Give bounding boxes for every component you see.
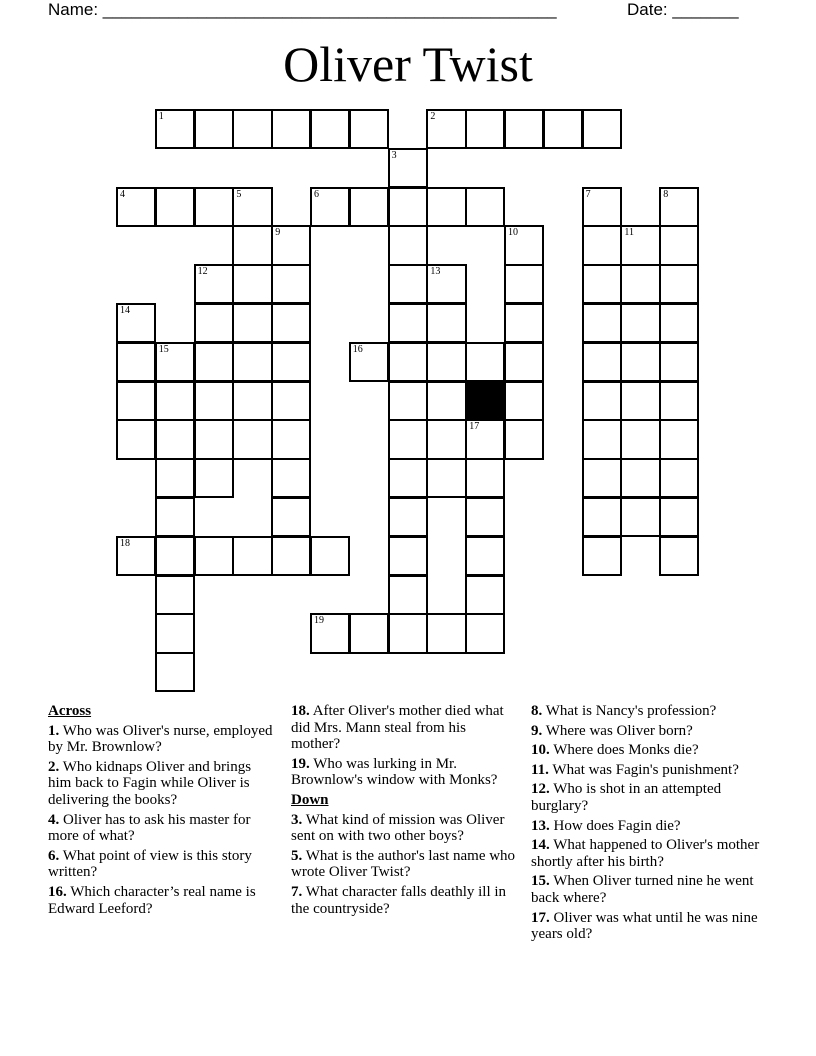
grid-cell[interactable] [465,575,505,615]
grid-cell[interactable] [582,225,622,265]
grid-cell[interactable] [194,381,234,421]
grid-cell[interactable] [155,381,195,421]
grid-cell[interactable] [194,303,234,343]
grid-cell[interactable] [155,536,195,576]
clue-down: 13. How does Fagin die? [531,817,681,834]
grid-cell[interactable] [465,613,505,653]
clue-number: 8 [663,188,669,200]
grid-cell[interactable] [388,613,428,653]
grid-cell[interactable] [426,187,466,227]
grid-cell[interactable] [232,225,272,265]
clue-across: 1. Who was Oliver's nurse, employed by Mr. Brownlow? [48,722,273,756]
grid-cell[interactable] [349,109,389,149]
grid-cell[interactable] [504,419,544,459]
grid-cell[interactable] [271,458,311,498]
clue-number: 12 [197,266,208,278]
grid-cell[interactable] [116,536,156,576]
grid-cell[interactable] [271,225,311,265]
grid-cell[interactable] [659,497,699,537]
page-title: Oliver Twist [283,36,533,92]
clue-down: 11. What was Fagin's punishment? [531,761,739,778]
grid-cell[interactable] [620,342,660,382]
grid-cell[interactable] [388,575,428,615]
clue-across: 4. Oliver has to ask his master for more of what? [48,811,251,845]
grid-cell[interactable] [116,187,156,227]
grid-cell[interactable] [310,109,350,149]
black-cell [465,381,505,421]
grid-cell[interactable] [271,536,311,576]
grid-cell[interactable] [194,109,234,149]
grid-cell[interactable] [271,264,311,304]
clue-down: 7. What character falls deathly ill in the countryside? [291,883,507,917]
grid-cell[interactable] [388,381,428,421]
grid-cell[interactable] [271,342,311,382]
clue-down: 17. Oliver was what until he was nine years old? [531,909,758,943]
grid-cell[interactable] [426,381,466,421]
grid-cell[interactable] [620,497,660,537]
grid-cell[interactable] [426,109,466,149]
grid-cell[interactable] [194,187,234,227]
clue-number: 2 [430,111,436,122]
grid-cell[interactable] [504,342,544,382]
grid-cell[interactable] [194,458,234,498]
grid-cell[interactable] [504,303,544,343]
grid-cell[interactable] [426,613,466,653]
grid-cell[interactable] [232,419,272,459]
grid-cell[interactable] [659,264,699,304]
grid-cell[interactable] [232,342,272,382]
grid-cell[interactable] [620,381,660,421]
clues-column-1 [48,703,273,920]
grid-cell[interactable] [349,187,389,227]
grid-cell[interactable] [116,342,156,382]
clue-number: 14 [120,305,130,316]
grid-cell[interactable] [310,536,350,576]
grid-cell[interactable] [388,497,428,537]
grid-cell[interactable] [194,264,234,304]
grid-cell[interactable] [426,342,466,382]
grid-cell[interactable] [388,419,428,459]
down-heading: Down [291,791,329,808]
grid-cell[interactable] [116,419,156,459]
grid-cell[interactable] [116,381,156,421]
clue-down: 15. When Oliver turned nine he went back where? [531,873,754,906]
grid-cell[interactable] [582,536,622,576]
grid-cell[interactable] [465,536,505,576]
grid-cell[interactable] [232,303,272,343]
grid-cell[interactable] [155,342,195,382]
clue-number: 3 [391,149,397,161]
clue-number: 5 [236,188,242,200]
grid-cell[interactable] [310,613,350,653]
grid-cell[interactable] [582,303,622,343]
grid-cell[interactable] [232,381,272,421]
grid-cell[interactable] [582,342,622,382]
grid-cell[interactable] [388,264,428,304]
grid-cell[interactable] [349,613,389,653]
grid-cell[interactable] [504,381,544,421]
clue-down: 5. What is the author's last name who wrote Oliver Twist? [291,847,516,881]
grid-cell[interactable] [620,303,660,343]
grid-cell[interactable] [232,187,272,227]
grid-cell[interactable] [582,187,622,227]
grid-cell[interactable] [659,419,699,459]
clue-down: 9. Where was Oliver born? [531,722,693,739]
clues-column-2 [291,703,516,920]
grid-cell[interactable] [155,458,195,498]
grid-cell[interactable] [620,225,660,265]
date-field[interactable]: Date: _______ [627,0,739,19]
clue-across: 19. Who was lurking in Mr. Brownlow's window with Monks? [291,755,498,789]
clue-number: 17 [469,421,480,433]
clue-number: 15 [158,343,169,355]
grid-cell[interactable] [232,264,272,304]
grid-cell[interactable] [116,303,156,343]
clue-down: 3. What kind of mission was Oliver sent on with two other boys? [291,811,505,845]
grid-cell[interactable] [465,419,505,459]
clue-number: 9 [275,227,281,239]
grid-cell[interactable] [465,187,505,227]
grid-cell[interactable] [388,148,428,188]
grid-cell[interactable] [620,458,660,498]
clue-number: 7 [585,188,591,200]
grid-cell[interactable] [543,109,583,149]
grid-cell[interactable] [194,419,234,459]
clue-down: 8. What is Nancy's profession? [531,703,717,719]
grid-cell[interactable] [388,225,428,265]
grid-cell[interactable] [582,419,622,459]
grid-cell[interactable] [582,497,622,537]
grid-cell[interactable] [194,342,234,382]
grid-cell[interactable] [504,225,544,265]
grid-cell[interactable] [620,419,660,459]
clue-down: 12. Who is shot in an attempted burglary? [531,781,722,814]
grid-cell[interactable] [232,109,272,149]
clue-number: 11 [624,227,635,239]
grid-cell[interactable] [271,303,311,343]
grid-cell[interactable] [388,458,428,498]
grid-cell[interactable] [271,109,311,149]
grid-cell[interactable] [271,381,311,421]
grid-cell[interactable] [271,419,311,459]
clue-number: 10 [508,227,518,239]
grid-cell[interactable] [659,225,699,265]
grid-cell[interactable] [155,419,195,459]
grid-cell[interactable] [659,458,699,498]
clue-across: 2. Who kidnaps Oliver and brings him back to Fagin while Oliver is delivering the books? [48,758,252,808]
grid-cell[interactable] [582,458,622,498]
grid-cell[interactable] [465,109,505,149]
grid-cell[interactable] [582,109,622,149]
name-field[interactable]: Name: ________________________________________________ [48,0,557,19]
grid-cell[interactable] [465,458,505,498]
clue-number: 19 [314,615,324,627]
clue-number: 6 [314,188,319,200]
clue-across: 16. Which character’s real name is Edward Leeford? [48,883,256,917]
grid-cell[interactable] [659,381,699,421]
clue-down: 14. What happened to Oliver's mother shortly after his birth? [531,837,760,870]
grid-cell[interactable] [582,381,622,421]
grid-cell[interactable] [620,264,660,304]
grid-cell[interactable] [426,458,466,498]
grid-cell[interactable] [271,497,311,537]
clue-across: 18. After Oliver's mother died what did Mrs. Mann steal from his mother? [291,703,504,753]
grid-cell[interactable] [465,497,505,537]
grid-cell[interactable] [155,109,195,149]
clue-number: 18 [120,537,130,549]
grid-cell[interactable] [426,419,466,459]
grid-cell[interactable] [659,303,699,343]
grid-cell[interactable] [426,303,466,343]
grid-cell[interactable] [155,497,195,537]
clue-number: 1 [158,111,164,122]
grid-cell[interactable] [155,652,195,692]
clue-across: 6. What point of view is this story written? [48,847,252,881]
clue-number: 4 [120,188,125,200]
grid-cell[interactable] [155,187,195,227]
grid-cell[interactable] [155,613,195,653]
grid-cell[interactable] [310,187,350,227]
clues-column-3 [531,703,771,946]
grid-cell[interactable] [465,342,505,382]
grid-cell[interactable] [155,575,195,615]
grid-cell[interactable] [504,264,544,304]
clue-number: 13 [430,266,441,278]
clue-number: 16 [352,343,363,355]
grid-cell[interactable] [659,342,699,382]
grid-cell[interactable] [504,109,544,149]
grid-cell[interactable] [388,303,428,343]
clue-down: 10. Where does Monks die? [531,742,699,759]
grid-cell[interactable] [659,187,699,227]
grid-cell[interactable] [426,264,466,304]
grid-cell[interactable] [388,342,428,382]
grid-cell[interactable] [659,536,699,576]
grid-cell[interactable] [194,536,234,576]
grid-cell[interactable] [388,536,428,576]
grid-cell[interactable] [232,536,272,576]
across-heading: Across [48,703,92,719]
grid-cell[interactable] [388,187,428,227]
grid-cell[interactable] [582,264,622,304]
grid-cell[interactable] [349,342,389,382]
